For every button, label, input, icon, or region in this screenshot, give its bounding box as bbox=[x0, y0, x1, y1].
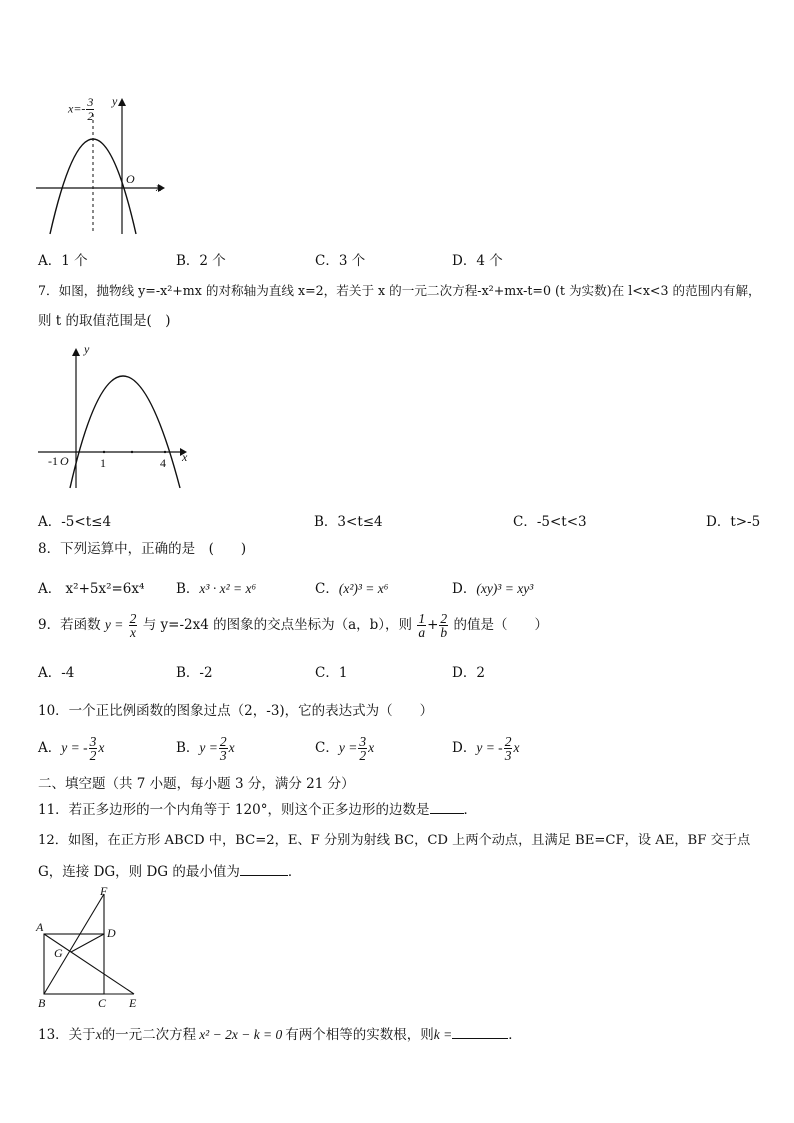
q6-axis-fraction: $\frac{3}{2}$ bbox=[87, 95, 94, 123]
q8-option-d: D．(xy)³ = xy³ bbox=[452, 581, 534, 597]
q9-stem: 9．若函数 y = $\frac{2}{x}$ 与 y=-2x4 的图象的交点坐标为（a，b），则 $\frac{1}{a}$ + $\frac{2}{b}$ 的值是（ ） bbox=[38, 611, 548, 640]
q10-option-d: D．y = - $\frac{2}{3}$ x bbox=[452, 734, 520, 763]
q12-label-E: E bbox=[129, 996, 137, 1010]
q7-option-b: B．3<t≤4 bbox=[314, 514, 383, 530]
q12-label-F: F bbox=[100, 884, 108, 898]
q9-fraction-1-over-a: $\frac{1}{a}$ bbox=[418, 611, 426, 640]
q12-answer-blank bbox=[240, 863, 288, 876]
q7-stem-line1: 7．如图，抛物线 y=-x²+mx 的对称轴为直线 x=2，若关于 x 的一元二次方程-x²+mx-t=0 (t 为实数)在 l<x<3 的范围内有解， bbox=[38, 283, 761, 298]
q12-label-C: C bbox=[98, 996, 107, 1010]
q8-stem: 8．下列运算中，正确的是 ( ) bbox=[38, 541, 247, 557]
section-2-heading: 二、填空题（共 7 小题，每小题 3 分，满分 21 分） bbox=[38, 776, 355, 792]
q9-option-a: A．-4 bbox=[38, 665, 75, 681]
q7-option-d: D．t>-5 bbox=[706, 514, 761, 530]
q13-stem: 13．关于x的一元二次方程 x² − 2x − k = 0 有两个相等的实数根，则k = ． bbox=[38, 1027, 522, 1043]
q10-option-a: A．y = - $\frac{3}{2}$ x bbox=[38, 734, 105, 763]
q9-option-c: C．1 bbox=[315, 665, 348, 681]
q6-y-label: y bbox=[112, 94, 118, 108]
q7-option-a: A．-5<t≤4 bbox=[38, 514, 112, 530]
q12-stem-line1: 12．如图，在正方形 ABCD 中，BC=2，E、F 分别为射线 BC，CD 上两个动点，且满足 BE=CF，设 AE，BF 交于点 bbox=[38, 833, 751, 848]
q7-figure bbox=[34, 340, 194, 490]
q12-label-D: D bbox=[107, 926, 116, 940]
q7-origin-label: O bbox=[60, 454, 69, 468]
q11-answer-blank bbox=[430, 801, 464, 814]
q6-option-a: A．1 个 bbox=[38, 253, 88, 269]
q11-stem: 11．若正多边形的一个内角等于 120°，则这个正多边形的边数是 ． bbox=[38, 802, 477, 818]
q10-stem: 10．一个正比例函数的图象过点（2，-3)，它的表达式为（ ） bbox=[38, 703, 434, 719]
q6-option-d: D．4 个 bbox=[452, 253, 503, 269]
q8-option-a: A． x²+5x²=6x⁴ bbox=[38, 581, 145, 597]
q7-option-c: C．-5<t<3 bbox=[513, 514, 587, 530]
q9-fraction-2-over-x: $\frac{2}{x}$ bbox=[129, 611, 137, 640]
q7-stem-line2: 则 t 的取值范围是( ) bbox=[38, 313, 171, 329]
q7-x-label: x bbox=[182, 450, 188, 464]
q12-label-B: B bbox=[38, 996, 46, 1010]
q6-option-b: B．2 个 bbox=[176, 253, 226, 269]
q6-option-c: C．3 个 bbox=[315, 253, 366, 269]
q10-option-b: B．y = $\frac{2}{3}$ x bbox=[176, 734, 235, 763]
q12-square-diagram bbox=[34, 884, 144, 1010]
q6-axis-label: x=- $\frac{3}{2}$ bbox=[68, 95, 94, 123]
q12-stem-line2: G，连接 DG，则 DG 的最小值为 ． bbox=[38, 864, 302, 880]
q8-option-b: B．x³ · x² = x⁶ bbox=[176, 581, 257, 597]
q6-figure bbox=[34, 90, 174, 236]
q7-tick-one: 1 bbox=[100, 456, 106, 470]
q6-origin-label: O bbox=[126, 172, 135, 186]
q9-option-d: D．2 bbox=[452, 665, 485, 681]
q7-tick-four: 4 bbox=[160, 456, 166, 470]
q7-y-label: y bbox=[84, 342, 90, 356]
q6-parabola-graph bbox=[34, 90, 174, 236]
q9-option-b: B．-2 bbox=[176, 665, 213, 681]
q10-option-c: C．y = $\frac{3}{2}$ x bbox=[315, 734, 375, 763]
q12-label-G: G bbox=[54, 946, 63, 960]
q9-fraction-2-over-b: $\frac{2}{b}$ bbox=[440, 611, 448, 640]
q13-answer-blank bbox=[452, 1026, 508, 1039]
q7-tick-neg-one: -1 bbox=[48, 454, 58, 468]
q8-option-c: C．(x²)³ = x⁶ bbox=[315, 581, 389, 597]
q6-x-label: x bbox=[156, 180, 162, 194]
q12-figure bbox=[34, 884, 144, 1010]
q12-label-A: A bbox=[36, 920, 44, 934]
q7-parabola-graph bbox=[34, 340, 194, 490]
